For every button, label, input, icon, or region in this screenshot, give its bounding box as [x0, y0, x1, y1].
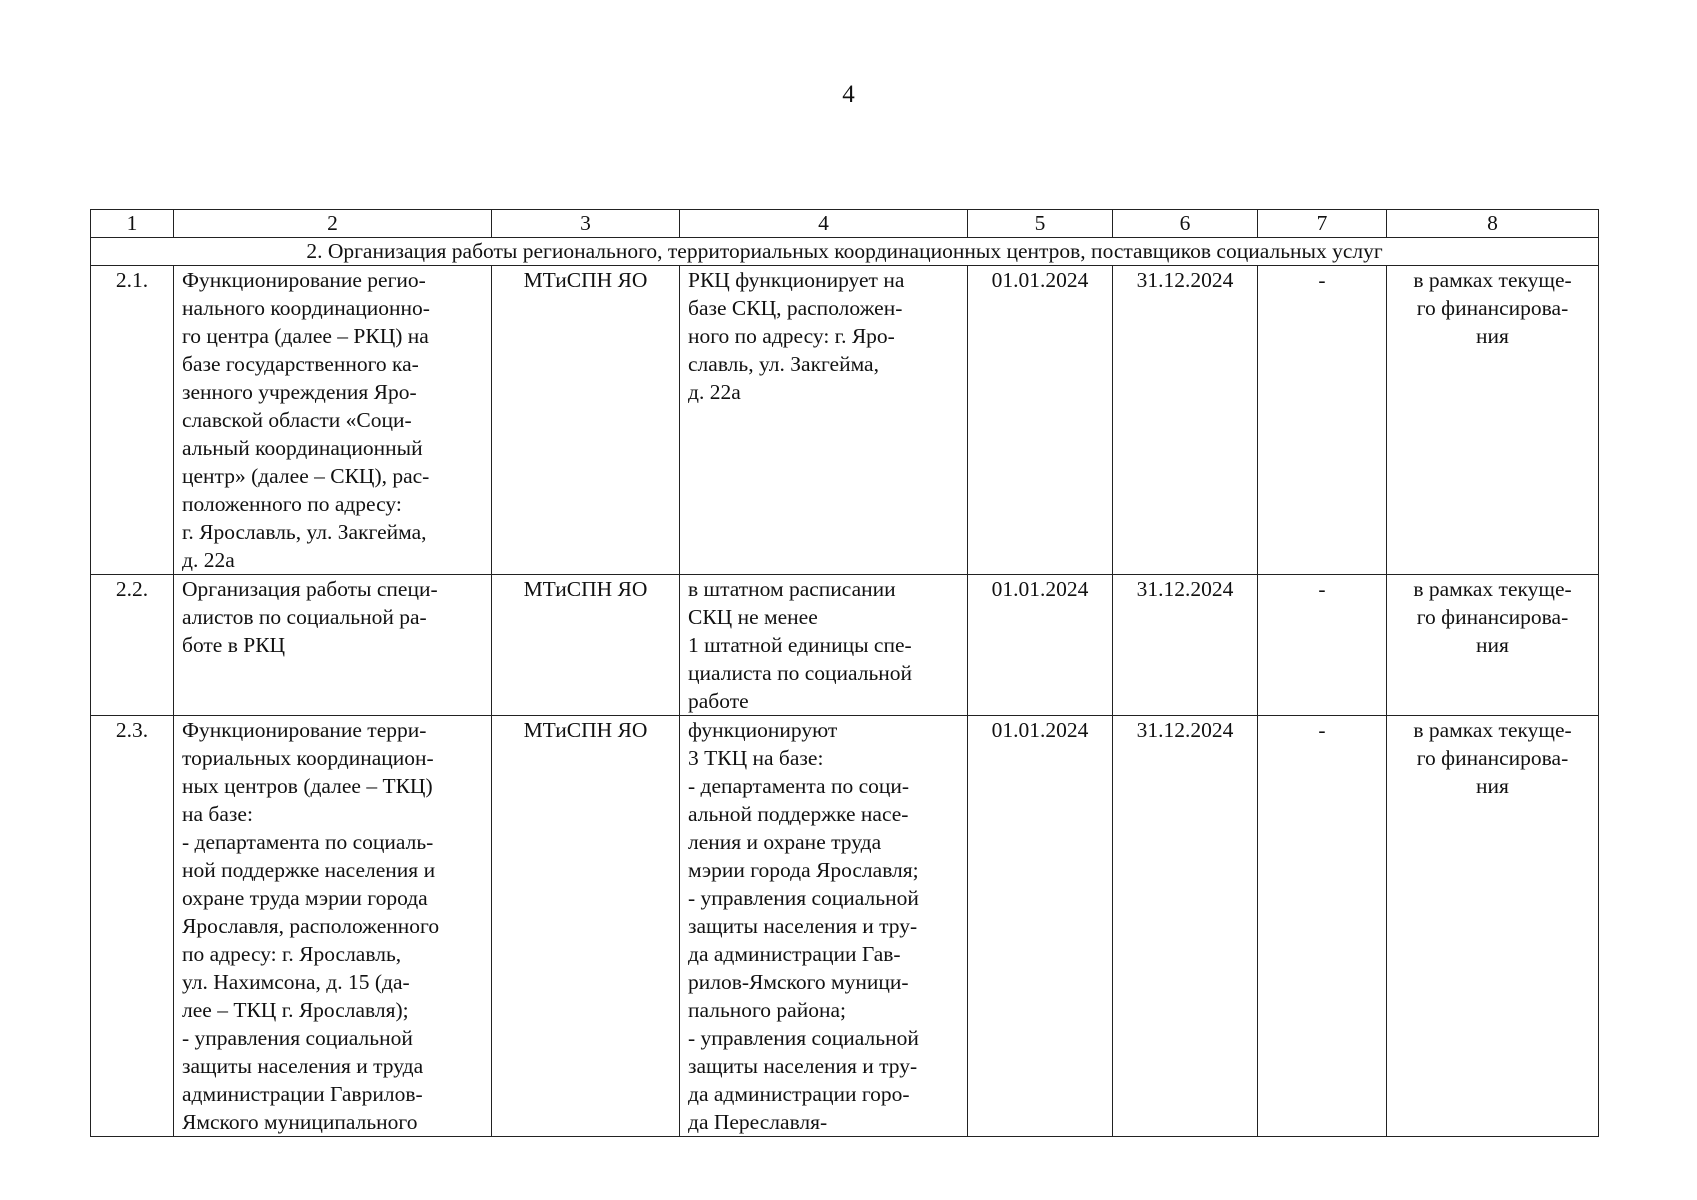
- column-header: 8: [1387, 210, 1599, 238]
- column-7-cell: -: [1258, 575, 1387, 716]
- column-7-cell: -: [1258, 266, 1387, 575]
- activity-cell: Организация работы специ- алистов по социальной ра- боте в РКЦ: [174, 575, 492, 716]
- page-number: 4: [842, 81, 855, 108]
- funding-cell: в рамках текуще- го финансирова- ния: [1387, 266, 1599, 575]
- column-header: 7: [1258, 210, 1387, 238]
- start-date-cell: 01.01.2024: [968, 716, 1113, 1137]
- end-date-cell: 31.12.2024: [1113, 575, 1258, 716]
- executor-cell: МТиСПН ЯО: [492, 716, 680, 1137]
- funding-cell: в рамках текуще- го финансирова- ния: [1387, 575, 1599, 716]
- row-number: 2.2.: [91, 575, 174, 716]
- section-heading-row: [91, 238, 1599, 266]
- column-header: 4: [680, 210, 968, 238]
- result-cell: функционируют 3 ТКЦ на базе: - департамента по соци- альной поддержке насе- ления и охране труда мэрии города Ярославля; - управления социальной защиты населения и тру- да администрации Гав- рилов-Ямского муници- пального района; - управления социальной защиты населения и тру- да администрации горо- да Переславля-: [680, 716, 968, 1137]
- section-title: 2. Организация работы регионального, территориальных координационных центров, поставщиков социальных услуг: [91, 238, 1599, 266]
- row-number: 2.3.: [91, 716, 174, 1137]
- activities-table: [90, 209, 1599, 1137]
- table-row: [91, 716, 1599, 1137]
- activity-cell: Функционирование терри- ториальных координацион- ных центров (далее – ТКЦ) на базе: - департамента по социаль- ной поддержке населения и охране труда мэрии города Ярославля, расположенного по адресу: г. Ярославль, ул. Нахимсона, д. 15 (да- лее – ТКЦ г. Ярославля); - управления социальной защиты населения и труда администрации Гаврилов- Ямского муниципального: [174, 716, 492, 1137]
- column-header: 1: [91, 210, 174, 238]
- end-date-cell: 31.12.2024: [1113, 716, 1258, 1137]
- start-date-cell: 01.01.2024: [968, 266, 1113, 575]
- result-cell: РКЦ функционирует на базе СКЦ, расположен- ного по адресу: г. Яро- славль, ул. Закгейма, д. 22а: [680, 266, 968, 575]
- table-row: [91, 266, 1599, 575]
- start-date-cell: 01.01.2024: [968, 575, 1113, 716]
- column-header: 3: [492, 210, 680, 238]
- column-header: 2: [174, 210, 492, 238]
- end-date-cell: 31.12.2024: [1113, 266, 1258, 575]
- table-row: [91, 575, 1599, 716]
- column-7-cell: -: [1258, 716, 1387, 1137]
- column-header: 6: [1113, 210, 1258, 238]
- activity-cell: Функционирование регио- нального координационно- го центра (далее – РКЦ) на базе государственного ка- зенного учреждения Яро- славской области «Соци- альный координационный центр» (далее – СКЦ), рас- положенного по адресу: г. Ярославль, ул. Закгейма, д. 22а: [174, 266, 492, 575]
- executor-cell: МТиСПН ЯО: [492, 575, 680, 716]
- result-cell: в штатном расписании СКЦ не менее 1 штатной единицы спе- циалиста по социальной работе: [680, 575, 968, 716]
- column-header: 5: [968, 210, 1113, 238]
- row-number: 2.1.: [91, 266, 174, 575]
- column-number-row: [91, 210, 1599, 238]
- funding-cell: в рамках текуще- го финансирова- ния: [1387, 716, 1599, 1137]
- executor-cell: МТиСПН ЯО: [492, 266, 680, 575]
